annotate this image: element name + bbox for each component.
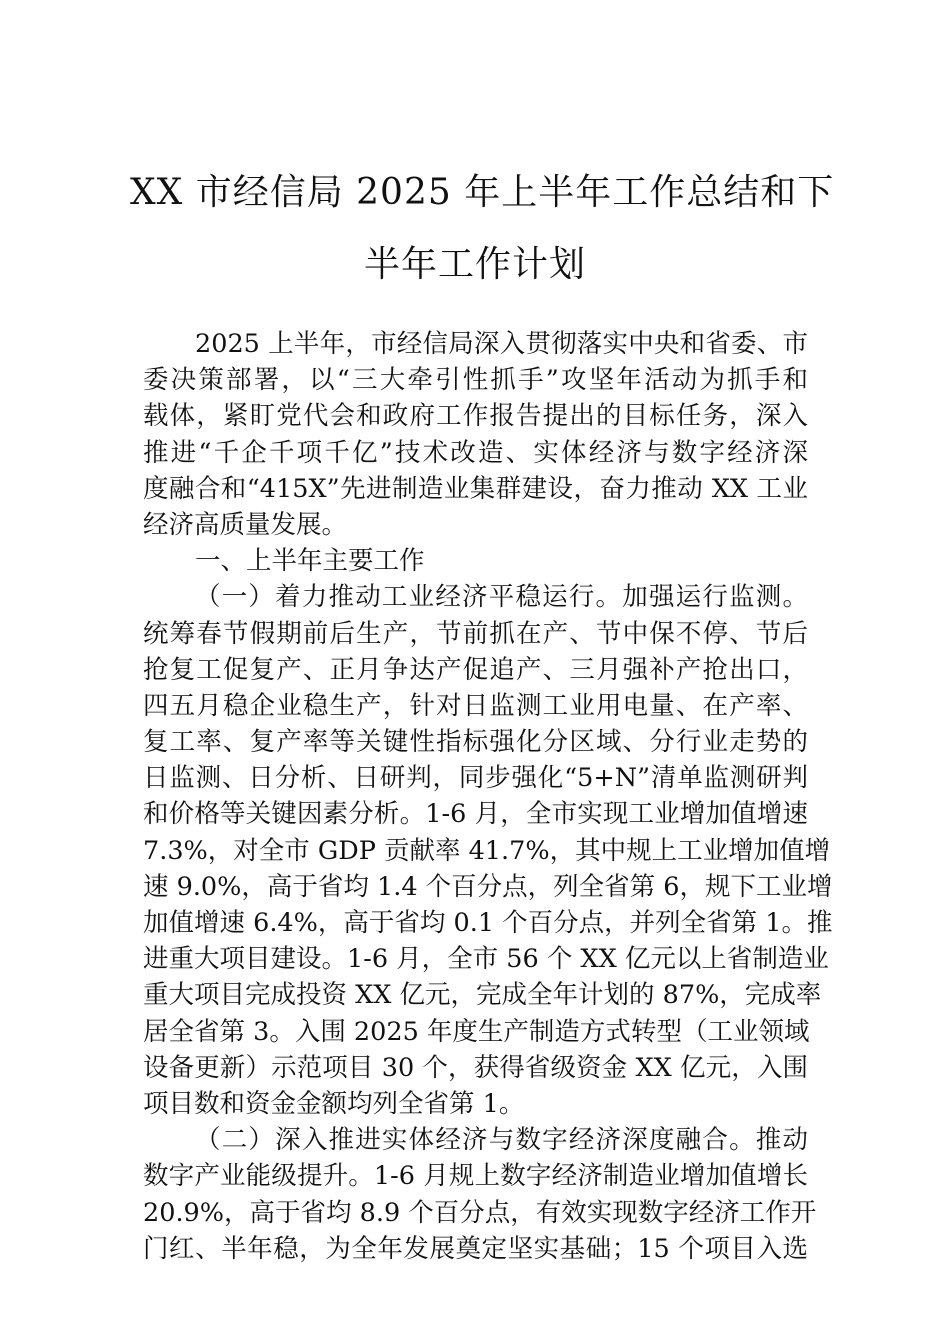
document-title-line-1: XX 市经信局 2025 年上半年工作总结和下 (130, 172, 835, 213)
subsection-heading-line: （二）深入推进实体经济与数字经济深度融合。推动 (195, 1125, 808, 1156)
paragraph-line: 推进“千企千项千亿”技术改造、实体经济与数字经济深 (143, 437, 808, 468)
paragraph-line: 和价格等关键因素分析。1-6 月，全市实现工业增加值增速 (143, 799, 808, 830)
paragraph-line: 居全省第 3。入围 2025 年度生产制造方式转型（工业领域 (143, 1016, 810, 1047)
paragraph-line: 重大项目完成投资 XX 亿元，完成全年计划的 87%，完成率 (143, 980, 822, 1011)
paragraph-line: 项目数和资金金额均列全省第 1。 (143, 1088, 525, 1119)
paragraph-line: 门红、半年稳，为全年发展奠定坚实基础；15 个项目入选 (143, 1233, 808, 1264)
paragraph-line: 统筹春节假期前后生产，节前抓在产、节中保不停、节后 (143, 618, 808, 649)
paragraph-line: 20.9%，高于省均 8.9 个百分点，有效实现数字经济工作开 (143, 1197, 817, 1228)
paragraph-line: 经济高质量发展。 (143, 509, 348, 540)
paragraph-line: 加值增速 6.4%，高于省均 0.1 个百分点，并列全省第 1。推 (143, 908, 833, 938)
paragraph-line: 进重大项目建设。1-6 月，全市 56 个 XX 亿元以上省制造业 (143, 944, 829, 975)
paragraph-line: 7.3%，对全市 GDP 贡献率 41.7%，其中规上工业增加值增 (143, 835, 831, 866)
document-title-line-2: 半年工作计划 (363, 244, 586, 285)
subsection-heading-line: （一）着力推动工业经济平稳运行。加强运行监测。 (195, 582, 808, 613)
section-heading: 一、上半年主要工作 (195, 546, 425, 577)
paragraph-line: 设备更新）示范项目 30 个，获得省级资金 XX 亿元，入围 (143, 1052, 808, 1083)
paragraph-line: 数字产业能级提升。1-6 月规上数字经济制造业增加值增长 (143, 1161, 808, 1192)
paragraph-line: 复工率、复产率等关键性指标强化分区域、分行业走势的 (143, 727, 808, 758)
paragraph-line: 度融合和“415X”先进制造业集群建设，奋力推动 XX 工业 (143, 473, 808, 504)
paragraph-line: 委决策部署，以“三大牵引性抓手”攻坚年活动为抓手和 (143, 365, 808, 396)
paragraph-line: 日监测、日分析、日研判，同步强化“5+N”清单监测研判 (143, 763, 808, 794)
document-body (143, 326, 833, 1267)
paragraph-line: 2025 上半年，市经信局深入贯彻落实中央和省委、市 (195, 329, 808, 359)
paragraph-line: 载体，紧盯党代会和政府工作报告提出的目标任务，深入 (143, 401, 808, 432)
paragraph-line: 速 9.0%，高于省均 1.4 个百分点，列全省第 6，规下工业增 (143, 871, 833, 902)
paragraph-line: 四五月稳企业稳生产，针对日监测工业用电量、在产率、 (143, 690, 808, 721)
paragraph-line: 抢复工促复产、正月争达产促追产、三月强补产抢出口， (143, 654, 808, 685)
